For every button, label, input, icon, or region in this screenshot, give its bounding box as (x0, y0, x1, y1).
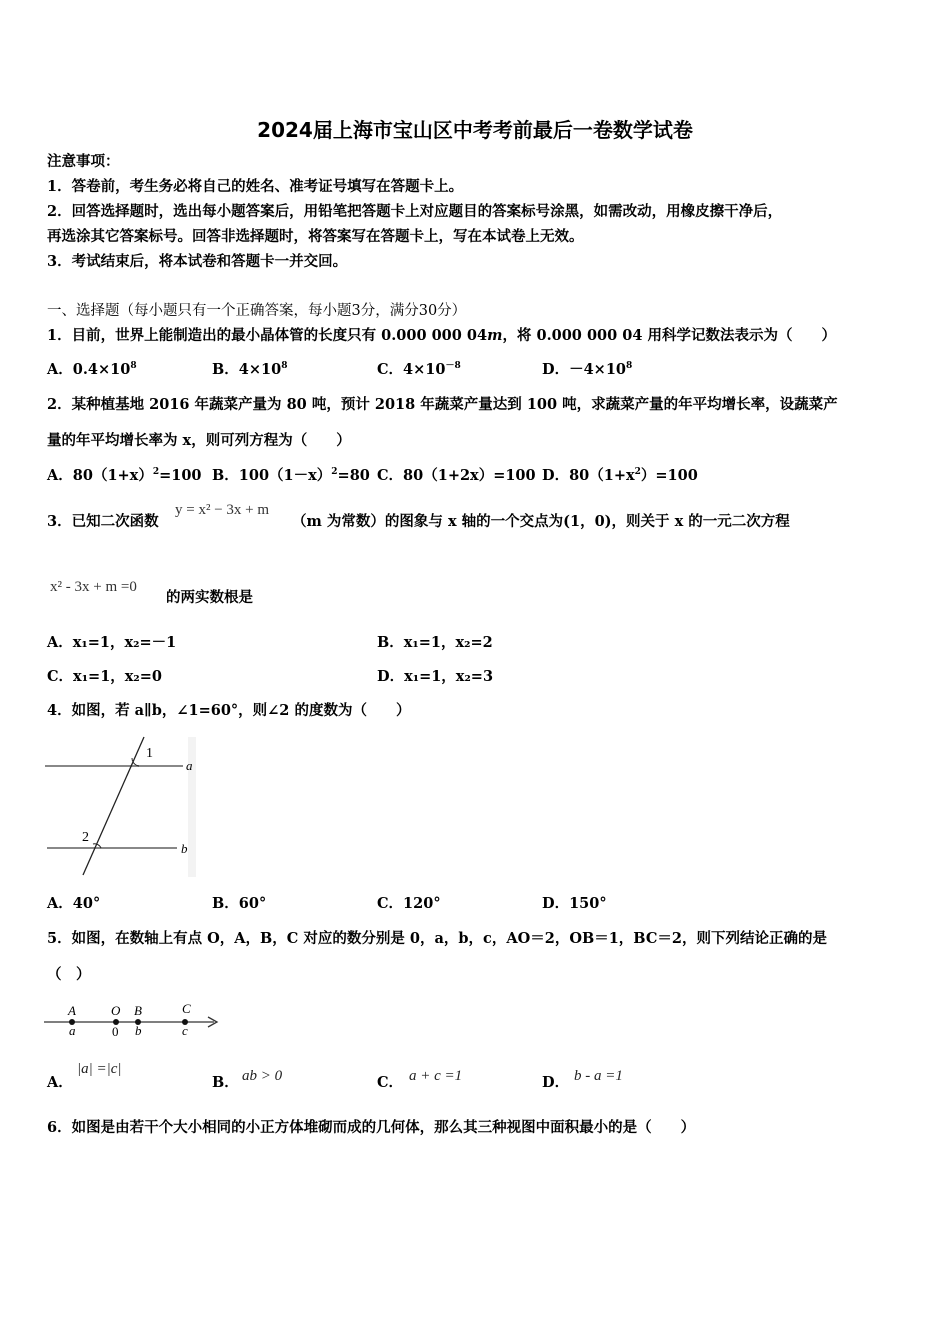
q2-option-d: D．$80(1+x^2)=100$ (542, 467, 698, 484)
value-b-label: b (135, 1023, 142, 1038)
q1-option-a: A．$0.4\times 10^8$ (47, 361, 137, 378)
q3-function-formula: y = x² − 3x + m (175, 502, 270, 518)
q4-option-c: C．120° (377, 895, 441, 912)
value-c-label: c (182, 1023, 188, 1038)
q3-option-b: B．x₁=1，x₂=2 (377, 634, 493, 651)
point-o-label: O (111, 1003, 121, 1018)
q5-option-a-formula: |a| =|c| (77, 1061, 122, 1077)
q5-option-d-label: D． (542, 1074, 570, 1091)
question-3-stem: 3．已知二次函数 (47, 513, 159, 530)
parallel-lines-figure (40, 733, 205, 881)
notice-item: 1．答卷前，考生务必将自己的姓名、准考证号填写在答题卡上。 (47, 178, 464, 195)
q3-equation: x² - 3x + m =0 (50, 579, 137, 595)
angle-2-label: 2 (82, 830, 89, 845)
angle-1-label: 1 (146, 746, 153, 761)
question-2-stem: 2．某种植基地 2016 年蔬菜产量为 80 吨，预计 2018 年蔬菜产量达到 100 吨，求蔬菜产量的年平均增长率，设蔬菜产 (47, 396, 838, 413)
notice-item: 3．考试结束后，将本试卷和答题卡一并交回。 (47, 253, 348, 270)
question-5-stem-cont: （ ） (47, 966, 91, 983)
notice-item: 再选涂其它答案标号。回答非选择题时，将答案写在答题卡上，写在本试卷上无效。 (47, 228, 584, 245)
q4-option-d: D．150° (542, 895, 607, 912)
notice-heading: 注意事项： (47, 153, 120, 170)
point-b-label: B (134, 1003, 142, 1018)
question-6-stem: 6．如图是由若干个大小相同的小正方体堆砌而成的几何体，那么其三种视图中面积最小的是（ ） (47, 1119, 696, 1136)
transversal-line (83, 737, 144, 875)
q1-option-b: B．$4\times 10^8$ (212, 361, 288, 378)
angle-1-arc (132, 758, 139, 766)
q3-option-a: A．x₁=1，x₂=－1 (47, 634, 177, 651)
q5-option-a-label: A． (47, 1074, 73, 1091)
q5-option-c-formula: a + c =1 (409, 1068, 463, 1084)
question-5-stem: 5．如图，在数轴上有点 O，A，B，C 对应的数分别是 0，a，b，c，AO＝2，OB＝1，BC＝2，则下列结论正确的是 (47, 930, 827, 947)
question-1-stem: 1．目前，世界上能制造出的最小晶体管的长度只有 0.000 000 04m，将 0.000 000 04 用科学记数法表示为（ ） (47, 327, 836, 344)
section-heading: 一、选择题（每小题只有一个正确答案，每小题3分，满分30分） (47, 303, 467, 319)
q2-option-c: C．80（1+2x）=100 (377, 467, 536, 484)
point-c-label: C (182, 1001, 191, 1016)
q3-option-c: C．x₁=1，x₂=0 (47, 668, 163, 685)
q1-option-d: D．$-4\times 10^8$ (542, 361, 633, 378)
line-a-label: a (186, 758, 193, 773)
q4-option-a: A．40° (47, 895, 101, 912)
line-b-label: b (181, 841, 188, 856)
question-4-stem: 4．如图，若 a∥b，∠1=60°，则∠2 的度数为（ ） (47, 702, 411, 719)
q5-option-b-formula: ab > 0 (242, 1068, 283, 1084)
q2-option-a: A．$80(1+x)^2=100$ (47, 467, 202, 484)
question-3-stem-cont: （m 为常数）的图象与 x 轴的一个交点为(1，0)，则关于 x 的一元二次方程 (292, 513, 790, 530)
q5-option-b-label: B． (212, 1074, 239, 1091)
question-3-stem-end: 的两实数根是 (166, 589, 253, 606)
value-a-label: a (69, 1023, 76, 1038)
number-line-figure (40, 998, 225, 1040)
q2-option-b: B．$100(1-x)^2=80$ (212, 467, 370, 484)
value-0-label: 0 (112, 1024, 119, 1039)
q4-option-b: B．60° (212, 895, 267, 912)
page-title: 2024届上海市宝山区中考考前最后一卷数学试卷 (257, 118, 693, 142)
q3-option-d: D．x₁=1，x₂=3 (377, 668, 494, 685)
q5-option-d-formula: b - a =1 (574, 1068, 623, 1084)
notice-item: 2．回答选择题时，选出每小题答案后，用铅笔把答题卡上对应题目的答案标号涂黑，如需改动，用橡皮擦干净后， (47, 203, 783, 220)
q1-option-c: C．$4\times 10^{-8}$ (377, 361, 461, 378)
question-2-stem-cont: 量的年平均增长率为 x，则可列方程为（ ） (47, 432, 351, 449)
point-a-label: A (68, 1003, 76, 1018)
q5-option-c-label: C． (377, 1074, 404, 1091)
